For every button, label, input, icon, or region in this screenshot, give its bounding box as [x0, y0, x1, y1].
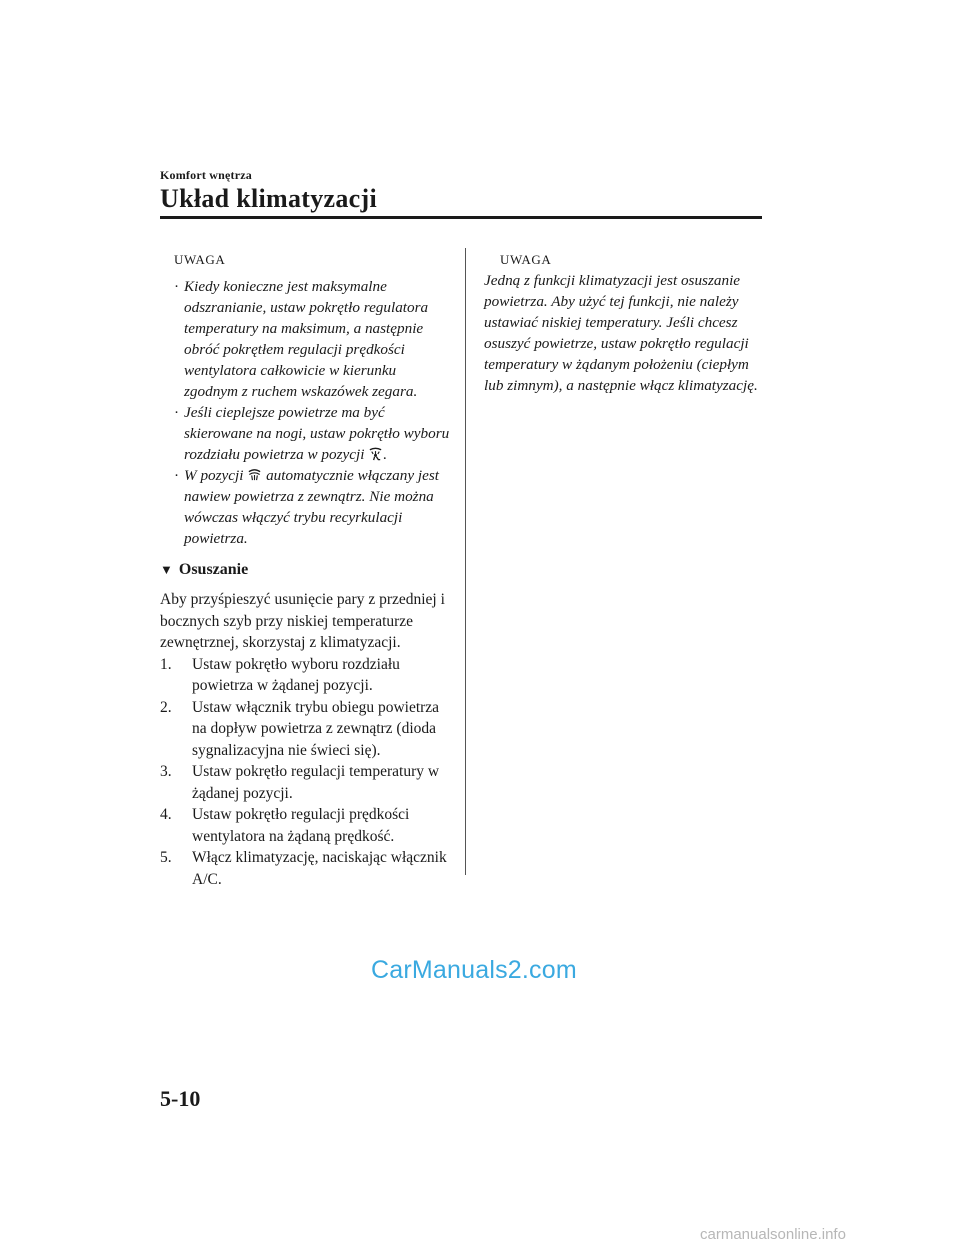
page-number: 5-10: [160, 1086, 201, 1111]
note-text-end: automatycznie włączany jest nawiew powietrza z zewnątrz. Nie można wówczas włączyć trybu recyrkulacji powietrza.: [184, 467, 439, 547]
watermark: CarManuals2.com: [371, 956, 577, 984]
step-number: 4.: [160, 806, 172, 823]
step-text: Włącz klimatyzację, naciskając włącznik A/C.: [192, 849, 447, 888]
footer-site: carmanualsonline.info: [700, 1226, 846, 1243]
right-column: [484, 252, 764, 396]
note-item: [160, 276, 450, 402]
note-item: [160, 465, 450, 549]
note-item: [160, 402, 450, 465]
intro-paragraph: Aby przyśpieszyć usunięcie pary z przedniej i bocznych szyb przy niskiej temperaturze zewnętrznej, skorzystaj z klimatyzacji.: [160, 591, 445, 651]
steps-list: [160, 654, 450, 891]
column-divider: [465, 248, 466, 875]
step-item: [160, 847, 450, 890]
step-text: Ustaw pokrętło wyboru rozdziału powietrza w żądanej pozycji.: [192, 655, 400, 694]
step-number: 5.: [160, 849, 172, 866]
step-item: [160, 654, 450, 697]
step-number: 3.: [160, 763, 172, 780]
step-number: 1.: [160, 655, 172, 673]
step-item: [160, 697, 450, 762]
foot-defrost-mode-icon: [368, 446, 383, 461]
note-list: [160, 276, 450, 549]
note-text-end: .: [383, 446, 388, 463]
note-text: W pozycji: [184, 467, 248, 484]
step-text: Ustaw pokrętło regulacji prędkości wentylatora na żądaną prędkość.: [192, 806, 410, 845]
note-text: Jedną z funkcji klimatyzacji jest osuszanie powietrza. Aby użyć tej funkcji, nie należy ustawiać niskiej temperatury. Jeśli chcesz osuszyć powietrze, ustaw pokrętło regulacji temperatury w żądanym położeniu (ciepłym lub zimnym), a następnie włącz klimatyzację.: [484, 272, 758, 394]
page-title: Układ klimatyzacji: [160, 184, 378, 213]
subhead-label: Osuszanie: [178, 561, 249, 578]
subhead: [160, 561, 450, 579]
bullet-icon: ·: [174, 404, 180, 421]
note-heading: UWAGA: [174, 252, 226, 267]
note-text: Kiedy konieczne jest maksymalne odszranianie, ustaw pokrętło regulatora temperatury na maksimum, a następnie obróć pokrętłem regulacji prędkości wentylatora całkowicie w kierunku zgodnym z ruchem wskazówek zegara.: [184, 278, 429, 400]
bullet-icon: ·: [174, 278, 180, 295]
step-item: [160, 804, 450, 847]
step-number: 2.: [160, 698, 172, 716]
step-item: [160, 761, 450, 804]
note-heading: UWAGA: [500, 252, 552, 267]
triangle-down-icon: ▼: [160, 562, 173, 577]
note-text: Jeśli cieplejsze powietrze ma być skierowane na nogi, ustaw pokrętło wyboru rozdziału powietrza w pozycji: [184, 404, 450, 463]
left-column: [160, 252, 450, 890]
bullet-icon: ·: [174, 467, 180, 484]
step-text: Ustaw włącznik trybu obiegu powietrza na dopływ powietrza z zewnątrz (dioda sygnalizacyjna nie świeci się).: [192, 698, 440, 759]
title-rule: [160, 216, 762, 219]
defrost-mode-icon: [247, 467, 262, 482]
section-label: Komfort wnętrza: [160, 168, 252, 182]
step-text: Ustaw pokrętło regulacji temperatury w żądanej pozycji.: [192, 763, 440, 802]
